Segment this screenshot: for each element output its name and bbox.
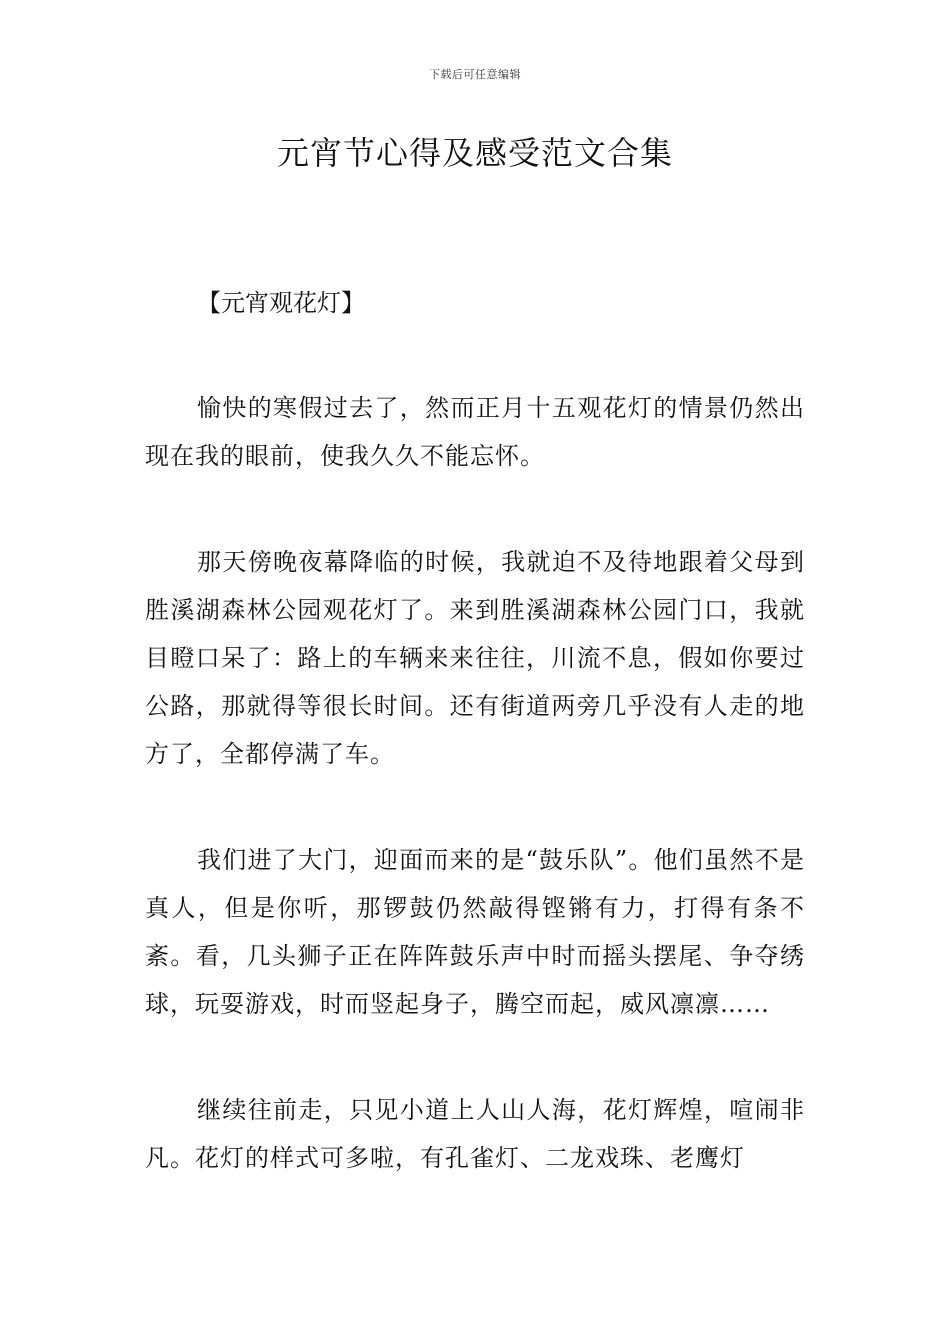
section-heading: 【元宵观花灯】 <box>197 289 365 317</box>
paragraph: 我们进了大门，迎面而来的是“鼓乐队”。他们虽然不是真人，但是你听，那锣鼓仍然敲得铿锵有力，打得有条不紊。看，几头狮子正在阵阵鼓乐声中时而摇头摆尾、争夺绣球，玩耍游戏，时而竖起身子，腾空而起，威风凛凛…… <box>145 846 805 1018</box>
paragraph: 愉快的寒假过去了，然而正月十五观花灯的情景仍然出现在我的眼前，使我久久不能忘怀。 <box>145 394 805 470</box>
document-title: 元宵节心得及感受范文合集 <box>276 134 673 172</box>
paragraph: 那天傍晚夜幕降临的时候，我就迫不及待地跟着父母到胜溪湖森林公园观花灯了。来到胜溪湖森林公园门口，我就目瞪口呆了：路上的车辆来来往往，川流不息，假如你要过公路，那就得等很长时间。还有街道两旁几乎没有人走的地方了，全都停满了车。 <box>145 548 805 768</box>
header-note: 下载后可任意编辑 <box>429 68 521 81</box>
document-body <box>145 280 805 1240</box>
paragraph: 继续往前走，只见小道上人山人海，花灯辉煌，喧闹非凡。花灯的样式可多啦，有孔雀灯、二龙戏珠、老鹰灯 <box>145 1096 805 1172</box>
